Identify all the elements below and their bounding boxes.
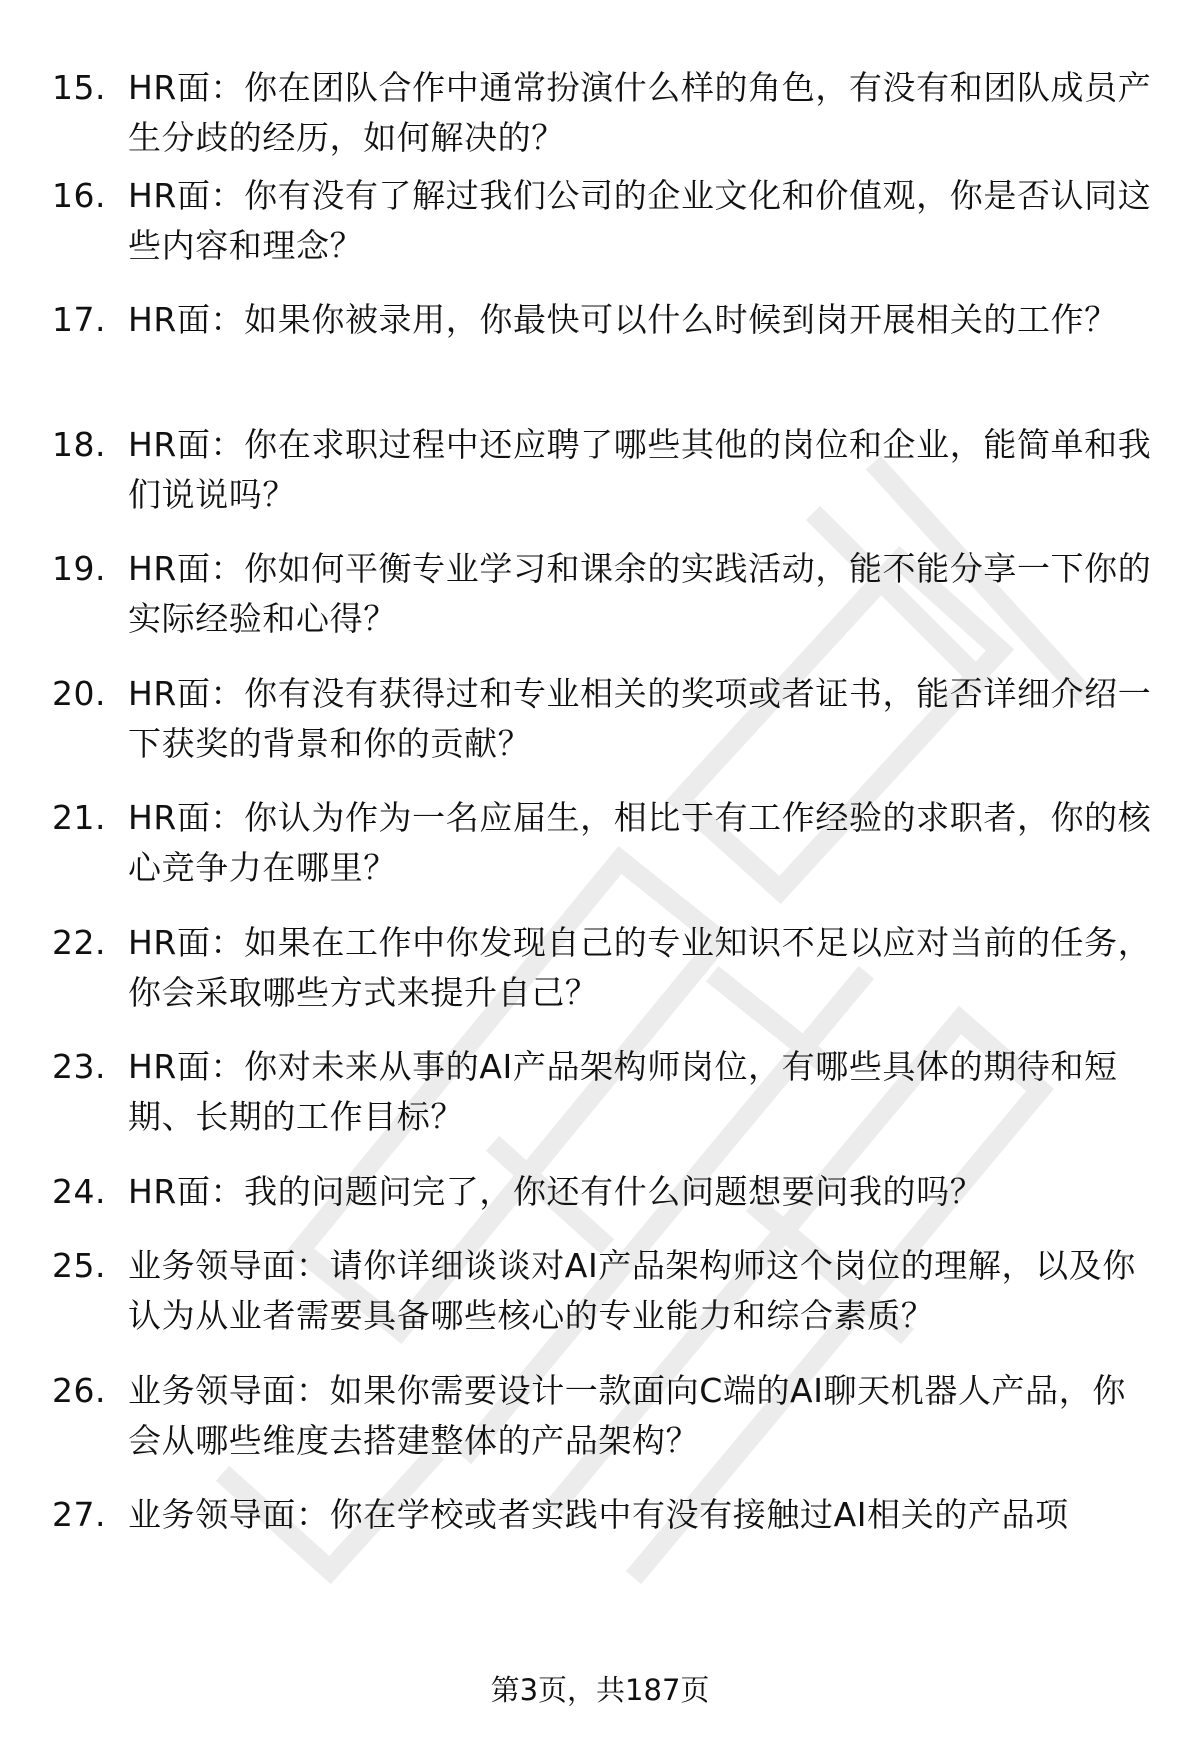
question-item	[0, 1042, 1200, 1142]
question-item	[0, 669, 1200, 769]
question-item	[0, 63, 1200, 163]
question-number: 20.	[52, 674, 106, 713]
question-number: 27.	[52, 1495, 106, 1534]
question-text: 业务领导面：你在学校或者实践中有没有接触过AI相关的产品项	[128, 1495, 1069, 1534]
question-number: 22.	[52, 923, 106, 962]
question-number: 24.	[52, 1172, 106, 1211]
question-item	[0, 420, 1200, 520]
question-text: HR面：你如何平衡专业学习和课余的实践活动，能不能分享一下你的实际经验和心得？	[128, 549, 1152, 638]
question-text: HR面：你认为作为一名应届生，相比于有工作经验的求职者，你的核心竞争力在哪里？	[128, 798, 1152, 887]
question-number: 21.	[52, 798, 106, 837]
question-text: HR面：我的问题问完了，你还有什么问题想要问我的吗？	[128, 1172, 984, 1211]
question-number: 18.	[52, 425, 106, 464]
question-text: HR面：你有没有了解过我们公司的企业文化和价值观，你是否认同这些内容和理念？	[128, 176, 1152, 265]
question-item	[0, 1241, 1200, 1341]
question-number: 23.	[52, 1047, 106, 1086]
question-item	[0, 1366, 1200, 1466]
question-text: HR面：你有没有获得过和专业相关的奖项或者证书，能否详细介绍一下获奖的背景和你的贡献？	[128, 674, 1152, 763]
question-text: HR面：你在求职过程中还应聘了哪些其他的岗位和企业，能简单和我们说说吗？	[128, 425, 1152, 514]
question-item	[0, 793, 1200, 893]
question-number: 15.	[52, 68, 106, 107]
question-item	[0, 1490, 1200, 1590]
question-text: HR面：你在团队合作中通常扮演什么样的角色，有没有和团队成员产生分歧的经历，如何解决的？	[128, 68, 1152, 157]
question-number: 17.	[52, 300, 106, 339]
question-text: HR面：你对未来从事的AI产品架构师岗位，有哪些具体的期待和短期、长期的工作目标？	[128, 1047, 1118, 1136]
question-text: 业务领导面：请你详细谈谈对AI产品架构师这个岗位的理解，以及你认为从业者需要具备哪些核心的专业能力和综合素质？	[128, 1246, 1136, 1335]
question-item	[0, 918, 1200, 1018]
question-item	[0, 171, 1200, 271]
question-item	[0, 544, 1200, 644]
question-text: HR面：如果在工作中你发现自己的专业知识不足以应对当前的任务，你会采取哪些方式来提升自己？	[128, 923, 1152, 1012]
page-footer: 第3页，共187页	[490, 1673, 710, 1707]
question-number: 25.	[52, 1246, 106, 1285]
question-number: 19.	[52, 549, 106, 588]
question-text: 业务领导面：如果你需要设计一款面向C端的AI聊天机器人产品，你会从哪些维度去搭建整体的产品架构？	[128, 1371, 1126, 1460]
question-text: HR面：如果你被录用，你最快可以什么时候到岗开展相关的工作？	[128, 300, 1118, 339]
question-number: 16.	[52, 176, 106, 215]
question-number: 26.	[52, 1371, 106, 1410]
question-item	[0, 295, 1200, 395]
